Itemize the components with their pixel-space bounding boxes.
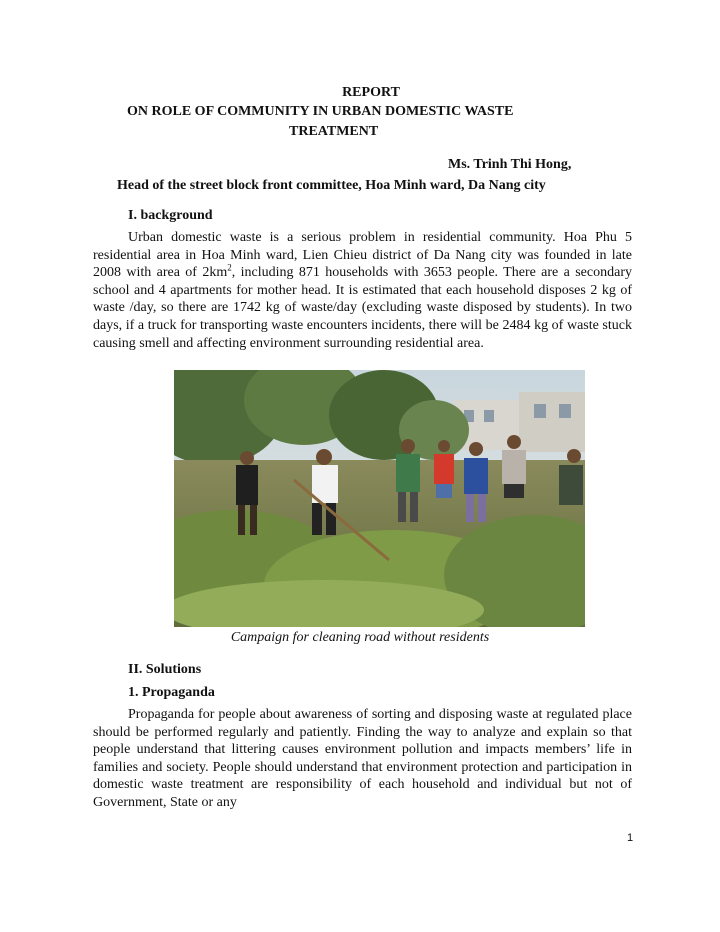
background-text-part2: , including 871 households with 3653 people. There are a secondary school and 4 apartments for mother head. It is estimated that each household disposes 2 kg of waste /day, so there are 1742 kg of waste/day (excluding waste disposed by students). In two days, if a truck for transporting waste encounters incidents, there will be 2484 kg of waste stuck causing smell and affecting environment surrounding residential area. bbox=[93, 265, 632, 351]
author-name: Ms. Trinh Thi Hong, bbox=[448, 157, 572, 172]
subsection-propaganda-heading: 1. Propaganda bbox=[128, 685, 215, 700]
section-background-heading: I. background bbox=[128, 208, 213, 223]
propaganda-text: Propaganda for people about awareness of sorting and disposing waste at regulated place should be performed regularly and patiently. Finding the way to analyze and explain so that people understand that littering causes environment pollution and impacts members’ life in families and society. People should understand that environment protection and participation in domestic waste treatment are responsibility of each household and individual but not of Government, State or any bbox=[93, 707, 632, 810]
background-paragraph bbox=[93, 229, 632, 352]
campaign-photo-illustration bbox=[174, 370, 585, 627]
propaganda-paragraph bbox=[93, 706, 632, 812]
background-text-part1: Urban domestic waste is a serious problem in residential community. Hoa Phu 5 residential area in Hoa Minh ward, Lien Chieu district of Da Nang city was founded in late 2008 with area of 2km bbox=[93, 230, 632, 281]
figure-caption: Campaign for cleaning road without residents bbox=[230, 630, 490, 645]
report-title-line2: ON ROLE OF COMMUNITY IN URBAN DOMESTIC WASTE bbox=[127, 104, 514, 119]
section-solutions-heading: II. Solutions bbox=[128, 662, 202, 677]
page-number: 1 bbox=[627, 832, 634, 844]
report-title-line1: REPORT bbox=[342, 85, 400, 100]
author-affiliation: Head of the street block front committee, Hoa Minh ward, Da Nang city bbox=[117, 178, 546, 193]
superscript-2: 2 bbox=[227, 262, 232, 273]
report-title-line3: TREATMENT bbox=[289, 124, 379, 139]
campaign-photo bbox=[174, 370, 585, 627]
